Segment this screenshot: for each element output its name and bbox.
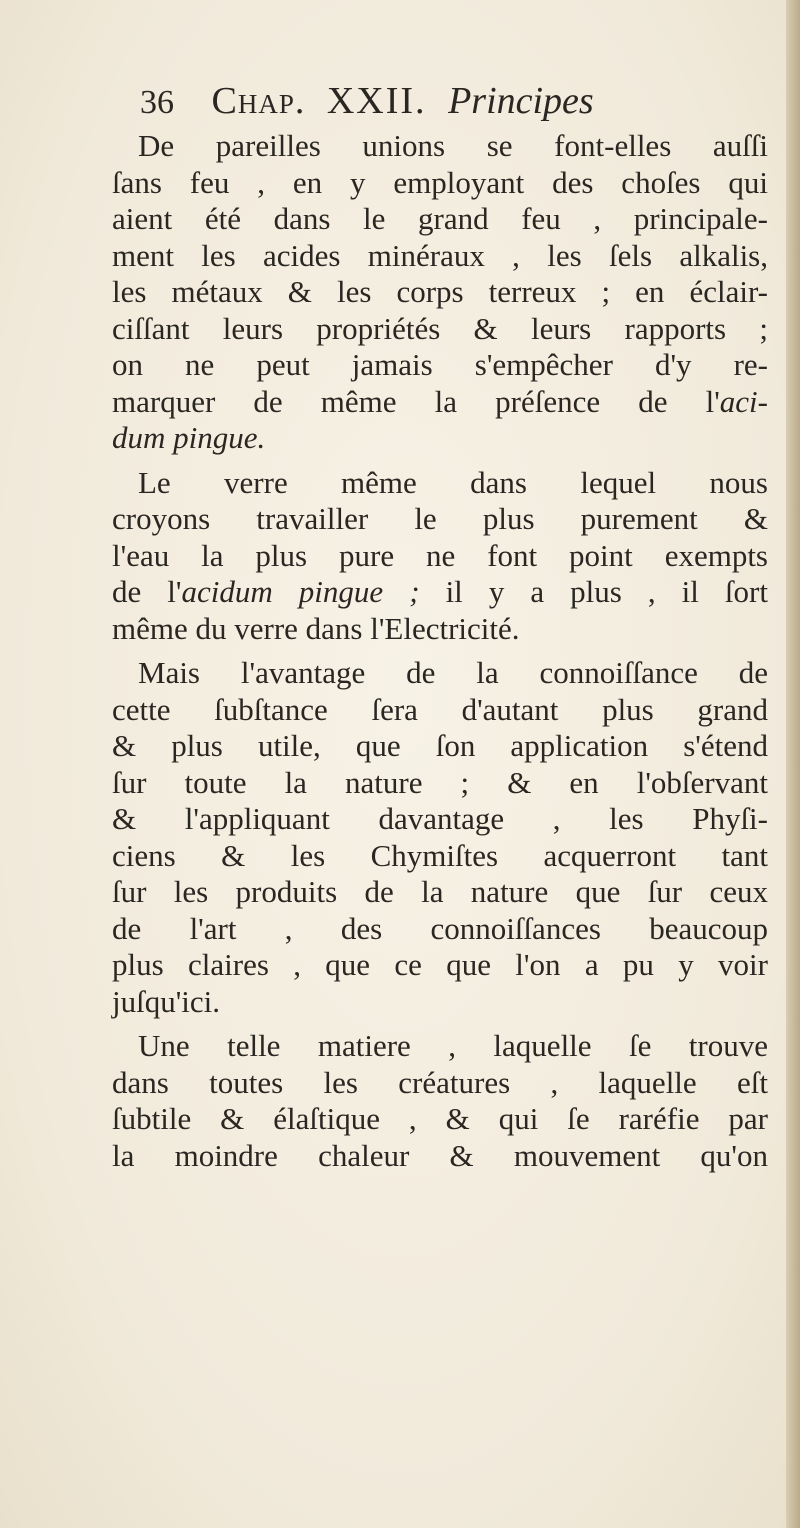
text-line: l'eau la plus pure ne font point exempts (112, 537, 768, 573)
text-line: ſur les produits de la nature que ſur ceux (112, 874, 768, 909)
text-line: plus claires , que ce que l'on a pu y voir (112, 947, 768, 982)
text-line (112, 384, 768, 421)
text-line: & l'appliquant davantage , les Phyſi- (112, 801, 768, 836)
text-line: ciſſant leurs propriétés & leurs rapports ; (112, 310, 768, 346)
text-line: ſur toute la nature ; & en l'obſervant (112, 764, 768, 800)
page-number: 36 (140, 84, 174, 121)
text-line: on ne peut jamais s'empêcher d'y re- (112, 347, 768, 382)
text-line: De pareilles unions se font-elles auſſi (138, 128, 768, 163)
text-line: aient été dans le grand feu , principale- (112, 201, 768, 236)
italic-span: aci- (719, 383, 768, 419)
text-line: & plus utile, que ſon application s'étend (112, 728, 768, 763)
chapter-number: XXII. (326, 80, 427, 122)
text-line: de l'art , des connoiſſances beaucoup (112, 910, 768, 946)
text-line: les métaux & les corps terreux ; en éclair- (112, 274, 768, 309)
text-line: ment les acides minéraux , les ſels alkalis, (112, 237, 768, 273)
text-line: juſqu'ici. (112, 983, 221, 1019)
text-line: Mais l'avantage de la connoiſſance de (138, 655, 768, 690)
text-line: même du verre dans l'Electricité. (112, 610, 520, 646)
chapter-label: Chap. (211, 80, 306, 122)
text-span: il y a plus , il ſort (419, 574, 768, 609)
page-edge-shadow (786, 0, 800, 1528)
text-line (112, 420, 768, 457)
running-title: Principes (448, 80, 594, 122)
text-line (112, 574, 768, 611)
italic-span: acidum pingue ; (181, 574, 420, 609)
text-line: croyons travailler le plus purement & (112, 501, 768, 536)
italic-span: dum pingue. (112, 420, 266, 455)
text-line: Une telle matiere , laquelle ſe trouve (138, 1028, 768, 1063)
text-line: la moindre chaleur & mouvement qu'on (112, 1137, 768, 1173)
text-line: ſubtile & élaſtique , & qui ſe raréfie par (112, 1101, 768, 1136)
text-line: ſans feu , en y employant des choſes qui (112, 164, 768, 200)
running-header (140, 70, 750, 132)
text-line: dans toutes les créatures , laquelle eſt (112, 1064, 768, 1100)
text-line: ciens & les Chymiſtes acquerront tant (112, 837, 768, 873)
text-line: cette ſubſtance ſera d'autant plus grand (112, 691, 768, 727)
text-span: marquer de même la préſence de l' (112, 383, 720, 419)
body-text (112, 128, 768, 1174)
text-span: de l' (112, 574, 182, 609)
text-line: Le verre même dans lequel nous (138, 464, 768, 500)
